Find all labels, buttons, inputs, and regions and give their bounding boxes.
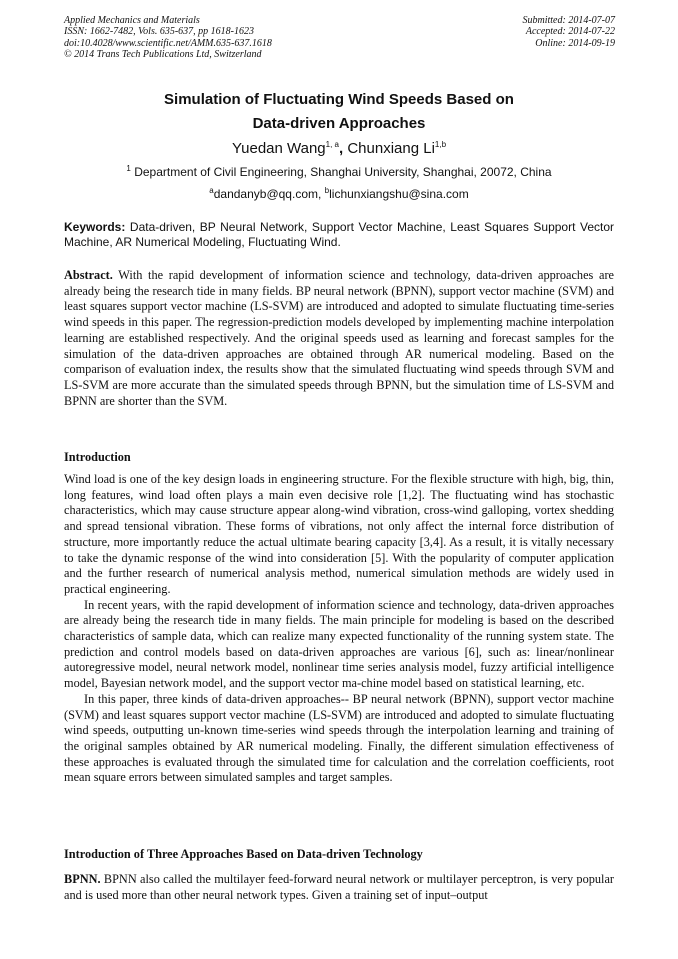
email-mark: b xyxy=(324,186,330,195)
paragraph: In recent years, with the rapid development of information science and technology, data-driven approaches are already being the research tide in many fields. The main principle for modeling is based on the described characteristics of sample data, which can realize many expected functionality of the running system state. The prediction and control models based on data-driven approaches are various [6], such as: linear/nonlinear autoregressive model, neural network model, nonlinear time series analysis model, fuzzy artificial intelligence model, Bayesian network model, and the support vector ma-chine model based on statistical learning, etc. xyxy=(64,597,614,691)
author-name: Yuedan Wang xyxy=(231,140,326,157)
copyright-line: © 2014 Trans Tech Publications Ltd, Switzerland xyxy=(64,49,262,61)
keywords-label: Keywords: xyxy=(64,220,126,234)
abstract-text: With the rapid development of information science and technology, data-driven approaches are already being the research tide in many fields. BP neural network (BPNN), support vector machine (SVM) and least squares support vector machine (LS-SVM) are introduced and adopted to simulate fluctuating time-series wind speeds in this paper. The regression-prediction models developed by implementing machine interpolation learning are established respectively. And the original speeds used as learning and forecast samples for the simulation of the data-driven approaches are obtained through AR numerical modeling. Based on the comparison of evaluation index, the results show that the simulated fluctuating wind speeds through SVM and LS-SVM are more accurate than the simulated speeds through BPNN, but the simulation time of LS-SVM and BPNN are shorter than the SVM. xyxy=(64,268,614,408)
author-emails xyxy=(0,186,678,201)
submission-dates xyxy=(523,15,616,49)
title-line-2: Data-driven Approaches xyxy=(252,115,426,132)
bpnn-label: BPNN. xyxy=(64,872,101,886)
title-line-1: Simulation of Fluctuating Wind Speeds Based on xyxy=(164,91,514,108)
keywords-text: Data-driven, BP Neural Network, Support Vector Machine, Least Squares Support Vector Machine, AR Numerical Modeling, Fluctuating Wind. xyxy=(64,220,614,249)
author-affiliation-mark: 1,b xyxy=(434,140,447,149)
bpnn-text: BPNN also called the multilayer feed-forward neural network or multilayer perceptron, is very popular and is used more than other neural network types. Given a training set of input–output xyxy=(64,872,614,902)
section-heading: Introduction of Three Approaches Based on Data-driven Technology xyxy=(64,847,423,861)
affiliation-mark: 1 xyxy=(126,164,131,173)
keywords xyxy=(64,220,614,250)
paper-title xyxy=(0,88,678,136)
paragraph: Wind load is one of the key design loads in engineering structure. For the flexible structure with high, big, thin, long features, wind load often plays a main even decisive role [1,2]. The fluctuating wind has stochastic characteristics, which may cause structure appear along-wind vibration, cross-wind galloping, vortex shedding and spread tensional vibration. These forms of vibrations, not only affect the internal force distribution of structure, more importantly reduce the actual ultimate bearing capacity [3,4]. As a result, it is vitally necessary to take the dynamic response of the wind into consideration [5]. With the popularity of computer application and the further research of numerical analysis method, numerical simulation methods are widely used in practical engineering. xyxy=(64,472,614,596)
abstract xyxy=(64,268,614,409)
bpnn-paragraph xyxy=(64,872,614,903)
accepted-date: Accepted: 2014-07-22 xyxy=(525,26,615,38)
author-name: Chunxiang Li xyxy=(343,140,435,157)
author-separator: , xyxy=(339,140,344,157)
email-text: dandanyb@qq.com, xyxy=(213,187,325,201)
online-date: Online: 2014-09-19 xyxy=(535,37,615,49)
author-affiliation-mark: 1, a xyxy=(325,140,339,149)
email-text: lichunxiangshu@sina.com xyxy=(329,187,469,201)
doi-line: doi:10.4028/www.scientific.net/AMM.635-637.1618 xyxy=(64,37,272,49)
journal-info xyxy=(64,15,272,61)
author-line xyxy=(0,140,678,157)
affiliation-text: Department of Civil Engineering, Shanghai University, Shanghai, 20072, China xyxy=(130,165,552,179)
email-mark: a xyxy=(209,186,214,195)
affiliation xyxy=(0,164,678,179)
submitted-date: Submitted: 2014-07-07 xyxy=(522,15,615,26)
paragraph: In this paper, three kinds of data-driven approaches-- BP neural network (BPNN), support vector machine (SVM) and least squares support vector machine (LS-SVM) are introduced and adopted to simulate fluctuating wind speeds, outputting un-known time-series wind speeds through the interpolation learning and training of the original samples obtained by AR numerical modeling. Finally, the different simulation effectiveness of these approaches is evaluated through the simulated time for calculation and the correlation coefficients, root mean square errors between simulated samples and target samples. xyxy=(64,691,614,785)
introduction-body xyxy=(64,472,614,786)
section-heading: Introduction xyxy=(64,450,131,464)
journal-name: Applied Mechanics and Materials xyxy=(64,15,200,26)
issn-line: ISSN: 1662-7482, Vols. 635-637, pp 1618-1623 xyxy=(64,26,254,38)
abstract-label: Abstract. xyxy=(64,268,113,282)
